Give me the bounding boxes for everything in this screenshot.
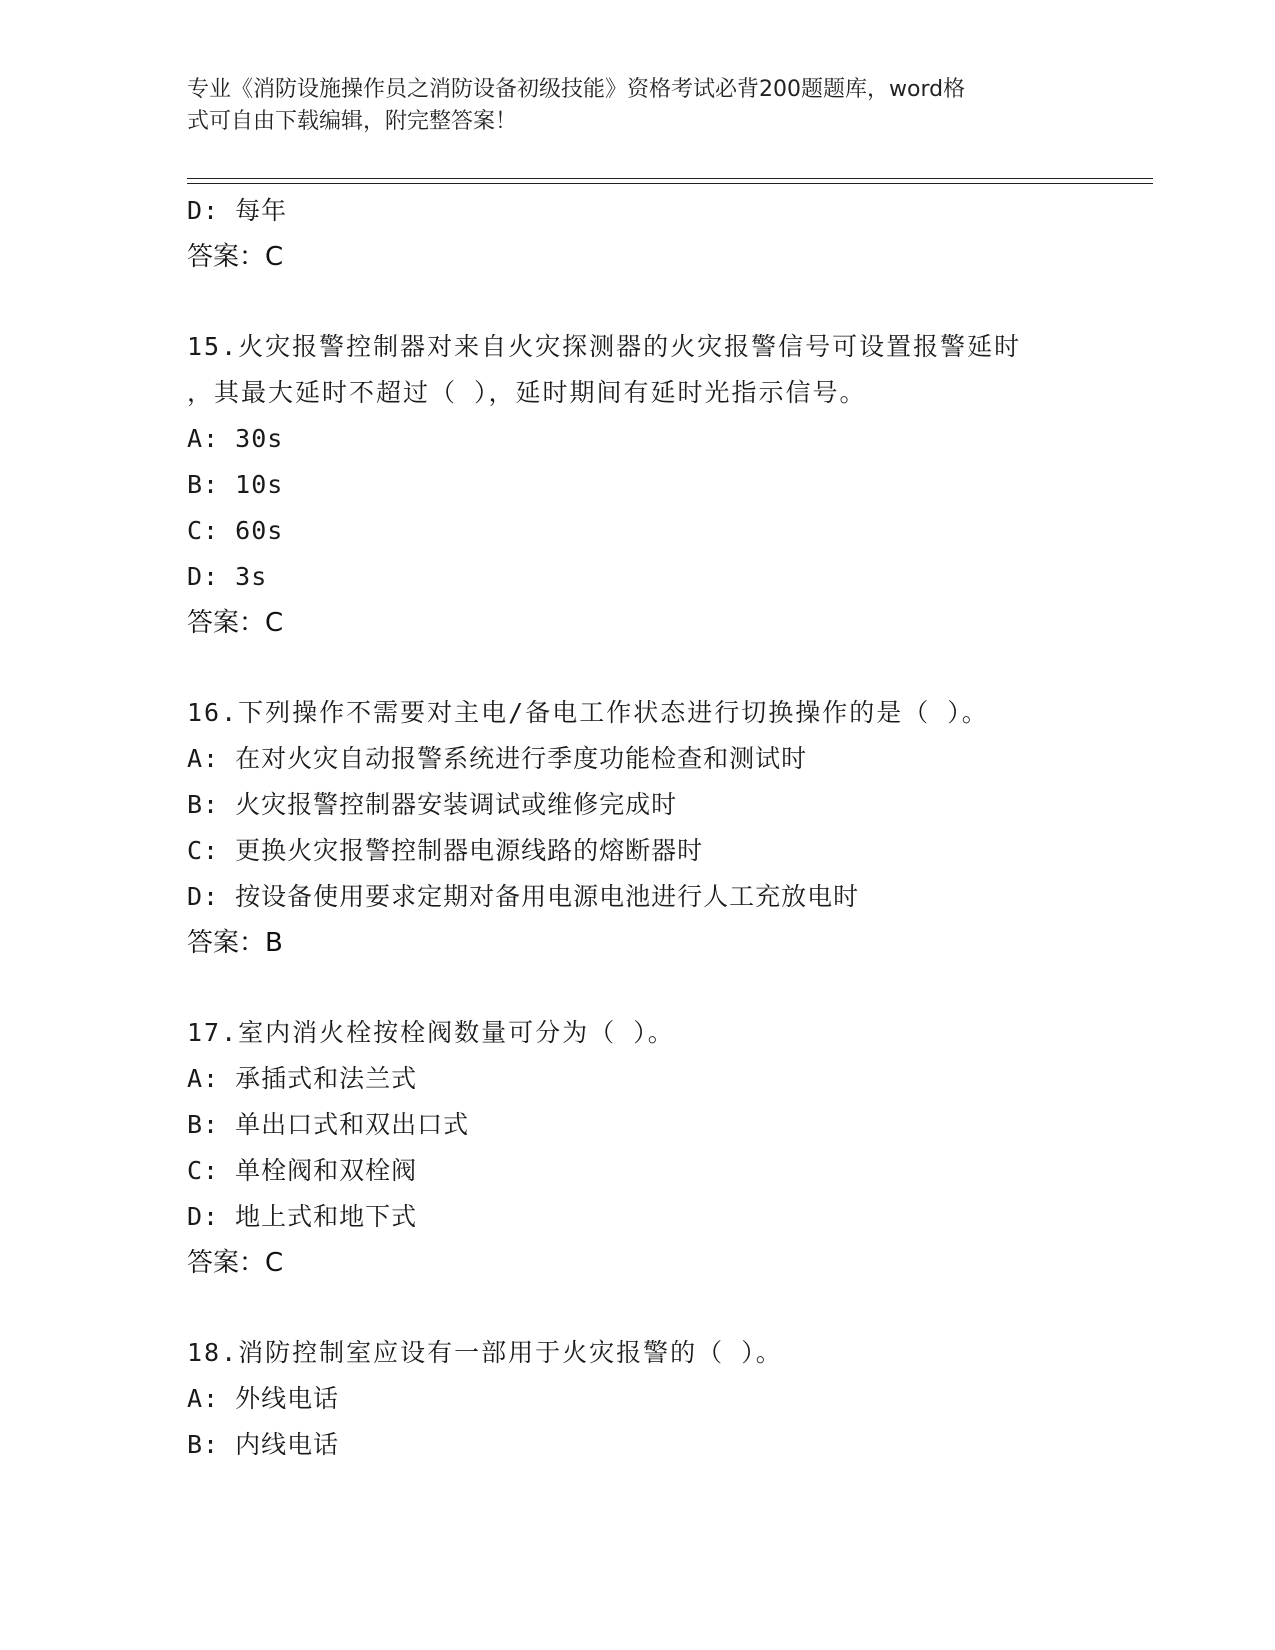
question-stem: ，其最大延时不超过（ ），延时期间有延时光指示信号。 <box>187 378 867 407</box>
header-divider-top <box>187 178 1153 179</box>
question-stem: 16.下列操作不需要对主电/备电工作状态进行切换操作的是（ ）。 <box>187 698 989 727</box>
option-a: A: 在对火灾自动报警系统进行季度功能检查和测试时 <box>187 744 808 773</box>
question-stem: 18.消防控制室应设有一部用于火灾报警的（ ）。 <box>187 1338 783 1367</box>
question-17 <box>187 1010 1087 1286</box>
answer: 答案：B <box>187 928 283 958</box>
question-16 <box>187 690 1087 966</box>
option-c: C: 60s <box>187 516 284 545</box>
spacer <box>187 966 1087 1010</box>
question-stem: 15.火灾报警控制器对来自火灾探测器的火灾报警信号可设置报警延时 <box>187 332 1022 361</box>
spacer <box>187 1286 1087 1330</box>
option-c: C: 单栓阀和双栓阀 <box>187 1156 418 1185</box>
option-c: C: 更换火灾报警控制器电源线路的熔断器时 <box>187 836 704 865</box>
header-line-2: 式可自由下载编辑，附完整答案！ <box>187 109 518 134</box>
option-a: A: 承插式和法兰式 <box>187 1064 418 1093</box>
header-line-1: 专业《消防设施操作员之消防设备初级技能》资格考试必背200题题库，word格 <box>187 77 966 102</box>
spacer <box>187 280 1087 324</box>
question-15 <box>187 324 1087 646</box>
option-b: B: 内线电话 <box>187 1430 340 1459</box>
option-a: A: 外线电话 <box>187 1384 340 1413</box>
option-b: B: 火灾报警控制器安装调试或维修完成时 <box>187 790 678 819</box>
option-a: A: 30s <box>187 424 284 453</box>
option-d: D: 按设备使用要求定期对备用电源电池进行人工充放电时 <box>187 882 860 911</box>
answer: 答案：C <box>187 608 284 638</box>
option-b: B: 10s <box>187 470 284 499</box>
answer: 答案：C <box>187 1248 284 1278</box>
question-stem: 17.室内消火栓按栓阀数量可分为（ ）。 <box>187 1018 675 1047</box>
question-14-fragment <box>187 188 1087 280</box>
option-d: D: 地上式和地下式 <box>187 1202 418 1231</box>
option-b: B: 单出口式和双出口式 <box>187 1110 470 1139</box>
option-d: D: 每年 <box>187 196 288 225</box>
spacer <box>187 646 1087 690</box>
answer: 答案：C <box>187 242 284 272</box>
option-d: D: 3s <box>187 562 268 591</box>
document-header <box>187 74 1067 138</box>
header-divider-bottom <box>187 183 1153 184</box>
question-list <box>187 188 1087 1468</box>
question-18 <box>187 1330 1087 1468</box>
